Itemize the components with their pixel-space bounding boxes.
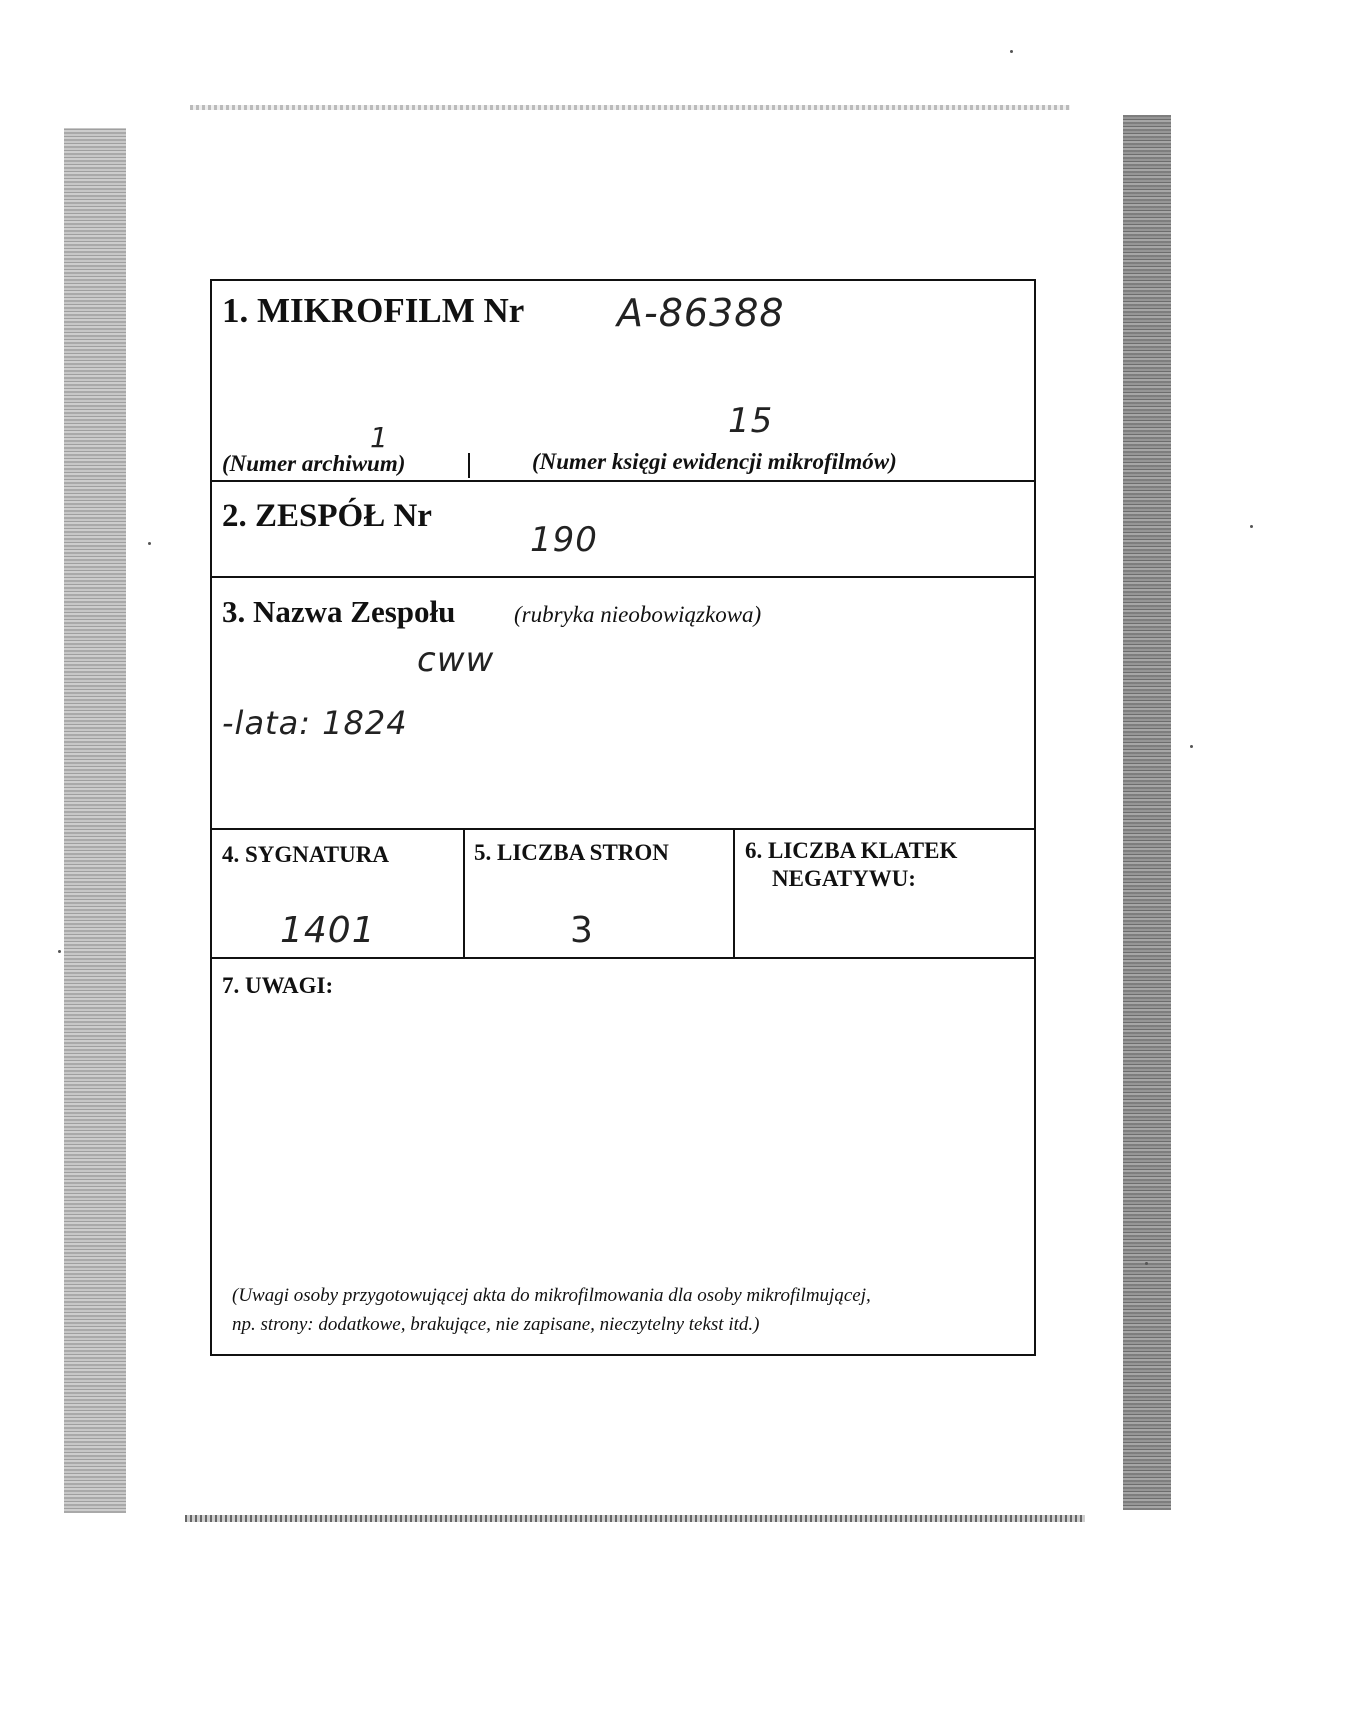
nazwa-zespolu-hint: (rubryka nieobowiązkowa) bbox=[514, 602, 762, 627]
scan-speck bbox=[1010, 50, 1013, 53]
zespol-number-value: 190 bbox=[530, 520, 598, 560]
uwagi-note-line-2: np. strony: dodatkowe, brakujące, nie zapisane, nieczytelny tekst itd.) bbox=[232, 1314, 760, 1335]
register-number-label: (Numer księgi ewidencji mikrofilmów) bbox=[532, 449, 897, 474]
sheet-bottom-edge bbox=[185, 1515, 1085, 1522]
row-counts bbox=[212, 828, 1034, 959]
uwagi-note-line-1: (Uwagi osoby przygotowującej akta do mikrofilmowania dla osoby mikrofilmującej, bbox=[232, 1285, 871, 1306]
nazwa-zespolu-years: -lata: 1824 bbox=[222, 704, 408, 742]
liczba-stron-label: 5. LICZBA STRON bbox=[474, 840, 669, 865]
row-mikrofilm bbox=[212, 281, 1034, 482]
scan-speck bbox=[1145, 1262, 1148, 1265]
column-separator bbox=[733, 828, 735, 957]
scan-speck bbox=[148, 542, 151, 545]
row-zespol bbox=[212, 480, 1034, 578]
scan-speck bbox=[58, 950, 61, 953]
zespol-label: 2. ZESPÓŁ Nr bbox=[222, 498, 432, 534]
archive-number-value: 1 bbox=[370, 421, 389, 454]
sheet-right-edge bbox=[1123, 115, 1171, 1510]
scan-speck bbox=[1250, 525, 1253, 528]
nazwa-zespolu-label: 3. Nazwa Zespołu bbox=[222, 594, 456, 629]
archive-number-label: (Numer archiwum) bbox=[222, 451, 406, 476]
liczba-stron-value: 3 bbox=[570, 910, 594, 951]
sygnatura-value: 1401 bbox=[280, 910, 376, 951]
scan-speck bbox=[1190, 745, 1193, 748]
column-separator bbox=[463, 828, 465, 957]
sheet-top-edge bbox=[190, 105, 1070, 110]
liczba-klatek-label: 6. LICZBA KLATEK bbox=[745, 838, 958, 863]
negatywu-label: NEGATYWU: bbox=[772, 866, 916, 891]
register-number-value: 15 bbox=[728, 401, 774, 441]
sygnatura-label: 4. SYGNATURA bbox=[222, 842, 389, 867]
microfilm-form-card bbox=[210, 279, 1036, 1356]
archive-register-separator bbox=[468, 453, 470, 478]
row-nazwa-zespolu bbox=[212, 576, 1034, 830]
uwagi-label: 7. UWAGI: bbox=[222, 973, 334, 998]
sheet-left-edge bbox=[64, 128, 126, 1513]
uwagi-note bbox=[232, 1281, 1032, 1339]
nazwa-zespolu-value: cww bbox=[417, 640, 495, 680]
mikrofilm-number-value: A-86388 bbox=[617, 291, 785, 335]
mikrofilm-label: 1. MIKROFILM Nr bbox=[222, 291, 525, 330]
